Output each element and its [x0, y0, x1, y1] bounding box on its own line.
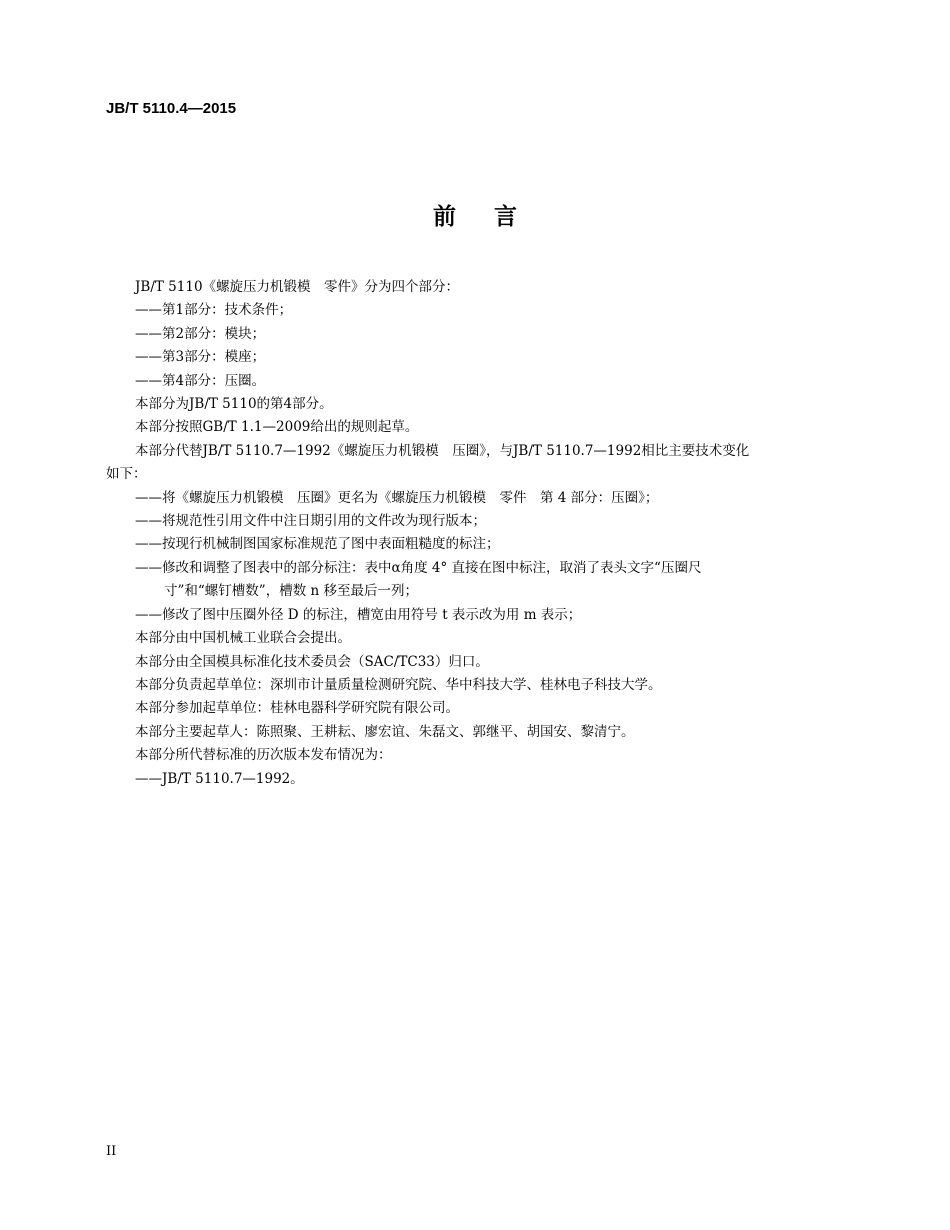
- list-item: ——第4部分：压圈。: [135, 372, 266, 389]
- list-item: ——修改了图中压圈外径 D 的标注，槽宽由用符号 t 表示改为用 m 表示；: [135, 606, 582, 623]
- page-title-char-1: 前: [433, 204, 456, 230]
- list-item: ——将规范性引用文件中注日期引用的文件改为现行版本；: [135, 513, 486, 530]
- list-item: ——第2部分：模块；: [135, 325, 266, 342]
- list-item: ——按现行机械制图国家标准规范了图中表面粗糙度的标注；: [135, 536, 500, 553]
- paragraph: 本部分由中国机械工业联合会提出。: [135, 630, 351, 647]
- paragraph: 本部分参加起草单位：桂林电器科学研究院有限公司。: [135, 700, 459, 717]
- list-item: ——JB/T 5110.7—1992。: [135, 770, 304, 787]
- list-item: ——第1部分：技术条件；: [135, 302, 293, 319]
- paragraph-continuation: 如下：: [106, 466, 147, 483]
- list-item: ——将《螺旋压力机锻模 压圈》更名为《螺旋压力机锻模 零件 第 4 部分：压圈》；: [135, 489, 659, 506]
- list-item: ——修改和调整了图表中的部分标注：表中α角度 4° 直接在图中标注，取消了表头文字“压圈尺: [135, 559, 702, 576]
- paragraph: JB/T 5110《螺旋压力机锻模 零件》分为四个部分：: [135, 279, 460, 295]
- foreword-body: [106, 276, 796, 791]
- paragraph: 本部分由全国模具标准化技术委员会（SAC/TC33）归口。: [135, 653, 489, 670]
- list-item-continuation: 寸”和“螺钉槽数”，槽数 n 移至最后一列；: [164, 583, 418, 600]
- page-title: [0, 198, 950, 231]
- page-number: II: [106, 1144, 117, 1159]
- paragraph: 本部分所代替标准的历次版本发布情况为：: [135, 747, 392, 764]
- paragraph: 本部分负责起草单位：深圳市计量质量检测研究院、华中科技大学、桂林电子科技大学。: [135, 676, 662, 693]
- paragraph: 本部分按照GB/T 1.1—2009给出的规则起草。: [135, 419, 419, 436]
- standard-code: JB/T 5110.4—2015: [106, 100, 237, 117]
- paragraph: 本部分为JB/T 5110的第4部分。: [135, 396, 333, 413]
- paragraph: 本部分主要起草人：陈照聚、王耕耘、廖宏谊、朱磊文、郭继平、胡国安、黎清宁。: [135, 723, 635, 740]
- paragraph: 本部分代替JB/T 5110.7—1992《螺旋压力机锻模 压圈》，与JB/T 5110.7—1992相比主要技术变化: [135, 442, 750, 459]
- list-item: ——第3部分：模座；: [135, 349, 266, 366]
- page-title-char-2: 言: [494, 204, 517, 230]
